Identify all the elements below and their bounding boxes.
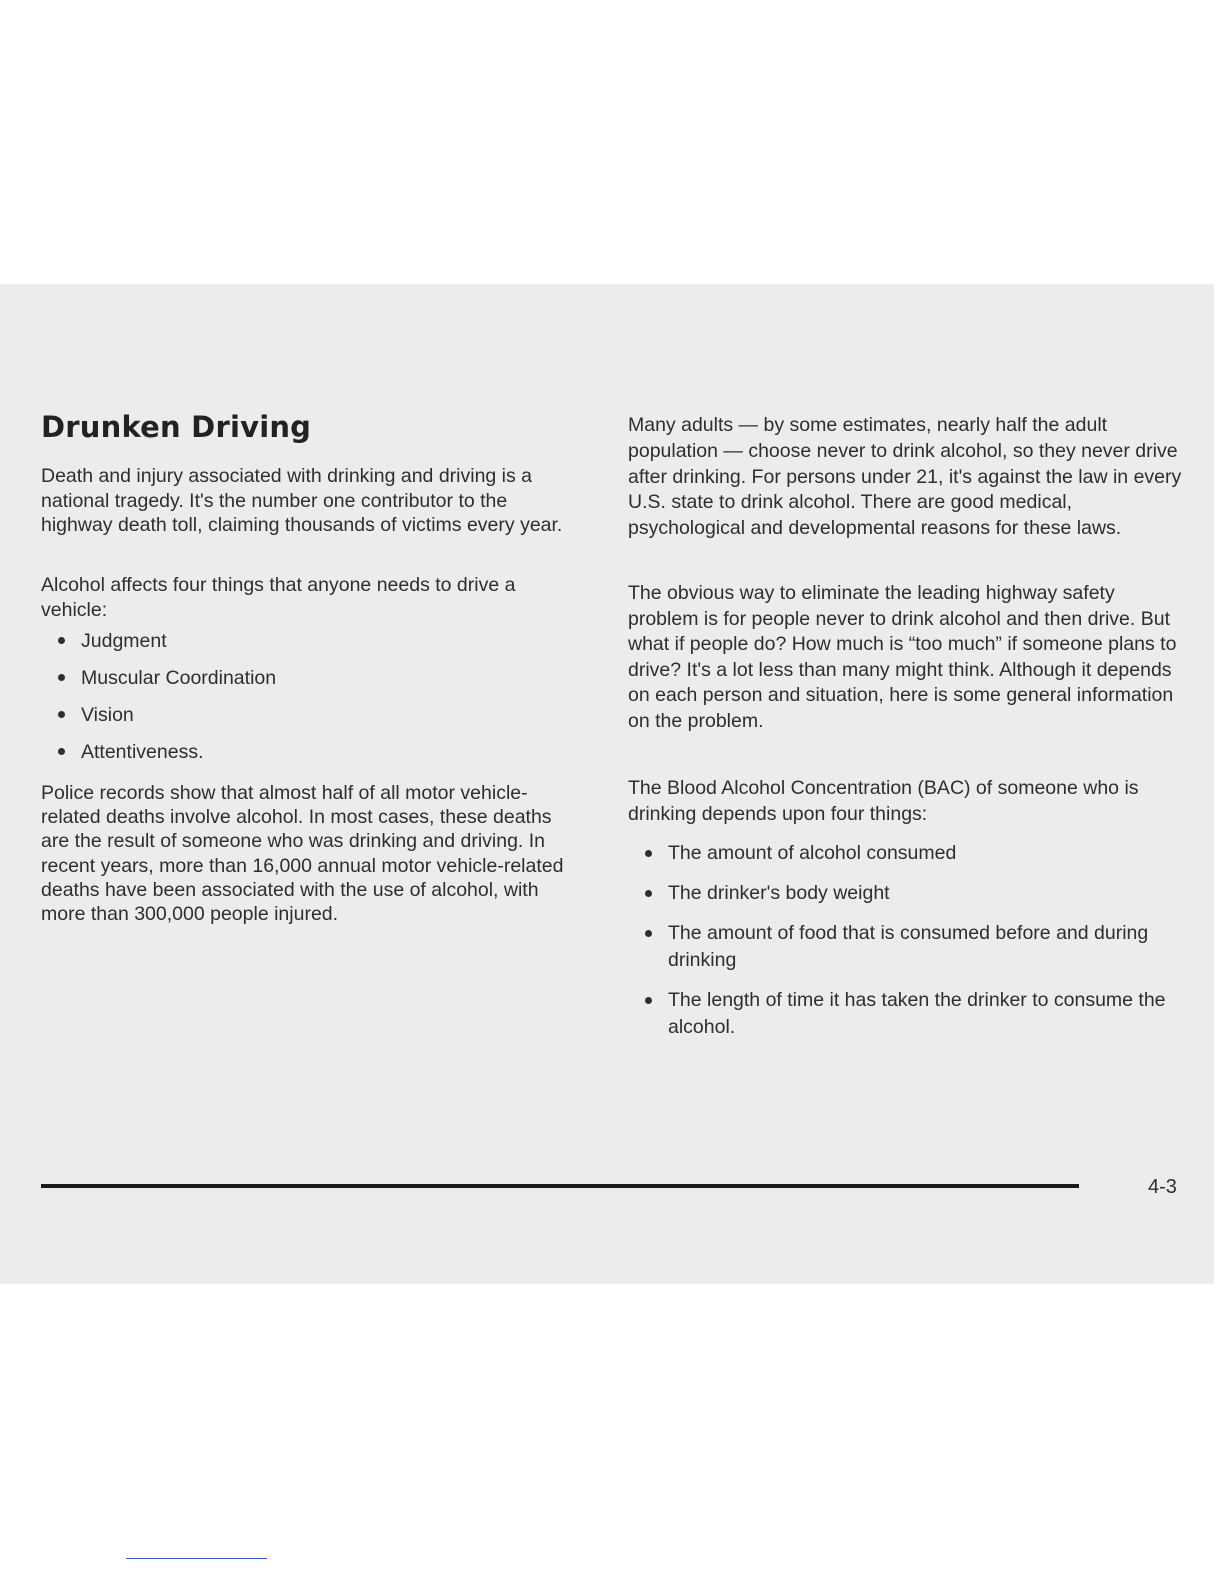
page-number: 4-3 [1148, 1176, 1177, 1198]
affected-abilities-list [41, 629, 581, 777]
list-item-label: The amount of alcohol consumed [668, 842, 957, 864]
bac-factors-list [628, 840, 1188, 1054]
list-item [41, 740, 581, 777]
bullet-icon [645, 850, 652, 857]
bullet-icon [58, 637, 65, 644]
bullet-icon [58, 711, 65, 718]
police-records-paragraph: Police records show that almost half of all motor vehicle-related deaths involve alcohol. In most cases, these deaths are the result of someone who was drinking and driving. In recent years, more than 16,000 annual motor vehicle-related deaths have been associated with the use of alcohol, with more than 300,000 people injured. [41, 782, 564, 926]
bullet-icon [645, 890, 652, 897]
bullet-icon [645, 930, 652, 937]
list-item [41, 629, 581, 666]
list-item-label: Vision [81, 704, 134, 726]
list-item [41, 703, 581, 740]
list-item-label: The length of time it has taken the drinker to consume the alcohol. [668, 989, 1166, 1038]
list-item-label: Judgment [81, 630, 167, 652]
safety-problem-paragraph: The obvious way to eliminate the leading highway safety problem is for people never to drink alcohol and then drive. But what if people do? How much is “too much” if someone plans to drive? It's a lot less than many might think. Although it depends on each person and situation, here is some general information on the problem. [628, 582, 1177, 732]
list-item [628, 987, 1188, 1041]
bullet-icon [645, 997, 652, 1004]
list-item [41, 666, 581, 703]
list-item-label: Muscular Coordination [81, 667, 277, 689]
alcohol-affects-paragraph: Alcohol affects four things that anyone needs to drive a vehicle: [41, 574, 516, 621]
bac-paragraph: The Blood Alcohol Concentration (BAC) of someone who is drinking depends upon four things: [628, 777, 1139, 825]
bullet-icon [58, 674, 65, 681]
adults-paragraph: Many adults — by some estimates, nearly half the adult population — choose never to drink alcohol, so they never drive after drinking. For persons under 21, it's against the law in every U.S. state to drink alcohol. There are good medical, psychological and developmental reasons for these laws. [628, 414, 1182, 540]
list-item [628, 920, 1188, 974]
bullet-icon [58, 748, 65, 755]
manual-page [0, 284, 1214, 1284]
bottom-link-underline [126, 1558, 267, 1559]
list-item-label: Attentiveness. [81, 741, 204, 763]
list-item-label: The amount of food that is consumed before and during drinking [668, 922, 1149, 971]
footer-divider [41, 1184, 1079, 1188]
list-item [628, 840, 1188, 867]
list-item-label: The drinker's body weight [668, 882, 890, 904]
intro-paragraph: Death and injury associated with drinking and driving is a national tragedy. It's the number one contributor to the highway death toll, claiming thousands of victims every year. [41, 465, 563, 537]
section-title: Drunken Driving [41, 410, 312, 444]
list-item [628, 880, 1188, 907]
